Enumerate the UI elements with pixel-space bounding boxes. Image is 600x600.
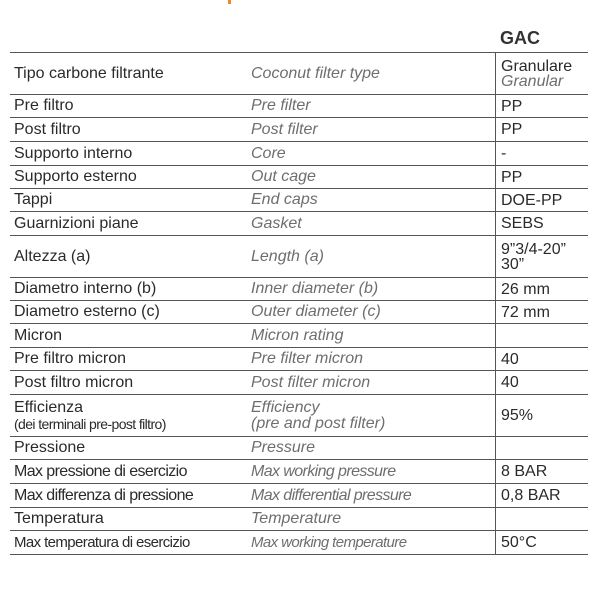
table-row xyxy=(10,437,588,460)
label-it-note: (dei terminali pre-post filtro) xyxy=(14,415,166,432)
value: 26 mm xyxy=(495,278,588,300)
label-it: Supporto interno xyxy=(14,144,133,162)
value-cell xyxy=(495,236,588,277)
table-row xyxy=(10,484,588,508)
table-row xyxy=(10,142,588,166)
label-en: Micron rating xyxy=(251,326,344,344)
label-en: Post filter xyxy=(251,120,318,138)
table-row xyxy=(10,95,588,118)
label-it: Post filtro micron xyxy=(14,373,134,391)
value: 40 xyxy=(495,371,588,394)
label-it: Altezza (a) xyxy=(14,247,91,265)
column-header-gac: GAC xyxy=(500,28,540,48)
label-it: Pre filtro micron xyxy=(14,350,127,367)
table-row xyxy=(10,53,588,95)
table-row xyxy=(10,189,588,212)
label-it: Post filtro xyxy=(14,120,81,138)
value: 40 xyxy=(495,348,588,370)
label-it: Supporto esterno xyxy=(14,168,137,185)
table-row xyxy=(10,278,588,301)
label-en: Max working pressure xyxy=(251,462,396,480)
label-en: Pre filter xyxy=(251,97,311,114)
table-row xyxy=(10,236,588,278)
label-en-cell xyxy=(251,395,497,436)
table-header xyxy=(10,26,588,53)
value xyxy=(495,508,588,530)
label-it: Max pressione di esercizio xyxy=(14,462,187,480)
label-it: Pre filtro xyxy=(14,97,74,114)
label-en: Temperature xyxy=(251,510,342,527)
label-it: Efficienza xyxy=(14,398,84,416)
label-it: Guarnizioni piane xyxy=(14,214,139,232)
label-it: Diametro esterno (c) xyxy=(14,303,160,320)
value: Granulare xyxy=(501,57,573,75)
table-row xyxy=(10,324,588,348)
label-en: Efficiency xyxy=(251,398,320,416)
value: 8 BAR xyxy=(495,460,588,483)
label-en: Out cage xyxy=(251,168,316,185)
label-en: Pre filter micron xyxy=(251,350,364,367)
value: 0,8 BAR xyxy=(495,484,588,507)
label-it: Temperatura xyxy=(14,510,104,527)
value: SEBS xyxy=(495,212,588,235)
label-en: Inner diameter (b) xyxy=(251,280,379,297)
value-en: Granular xyxy=(501,72,564,90)
value-line-2: 30” xyxy=(501,255,525,273)
label-en: Max working temperature xyxy=(251,533,407,551)
value: DOE-PP xyxy=(495,189,588,211)
label-it: Micron xyxy=(14,326,63,344)
table-row xyxy=(10,508,588,531)
table-row xyxy=(10,371,588,395)
label-en: Gasket xyxy=(251,214,302,232)
label-it: Tappi xyxy=(14,191,53,208)
value: PP xyxy=(495,95,588,117)
label-it: Pressione xyxy=(14,439,86,456)
label-en: Max differential pressure xyxy=(251,486,412,504)
label-it: Max differenza di pressione xyxy=(14,486,194,504)
accent-mark xyxy=(228,0,231,4)
value: PP xyxy=(495,166,588,188)
label-it-cell xyxy=(14,395,248,436)
table-row xyxy=(10,166,588,189)
value: 9”3/4-20” xyxy=(501,240,566,258)
table-row xyxy=(10,301,588,324)
label-en: Core xyxy=(251,144,286,162)
table-row xyxy=(10,460,588,484)
label-en-note: (pre and post filter) xyxy=(251,414,386,432)
value xyxy=(495,437,588,459)
value: 72 mm xyxy=(495,301,588,323)
value: 95% xyxy=(495,395,588,436)
label-en: Post filter micron xyxy=(251,373,371,391)
value xyxy=(495,324,588,347)
value: 50°C xyxy=(495,531,588,554)
label-en: Coconut filter type xyxy=(251,64,380,82)
table-row xyxy=(10,118,588,142)
value: PP xyxy=(495,118,588,141)
table-row xyxy=(10,395,588,437)
label-en: Pressure xyxy=(251,439,316,456)
label-it: Diametro interno (b) xyxy=(14,280,157,297)
spec-table xyxy=(10,26,588,555)
value-cell xyxy=(495,53,588,94)
table-row xyxy=(10,348,588,371)
table-row xyxy=(10,531,588,555)
label-en: End caps xyxy=(251,191,318,208)
label-it: Tipo carbone filtrante xyxy=(14,64,164,82)
label-it: Max temperatura di esercizio xyxy=(14,533,190,551)
label-en: Length (a) xyxy=(251,247,324,265)
table-row xyxy=(10,212,588,236)
label-en: Outer diameter (c) xyxy=(251,303,381,320)
value: - xyxy=(495,142,588,165)
